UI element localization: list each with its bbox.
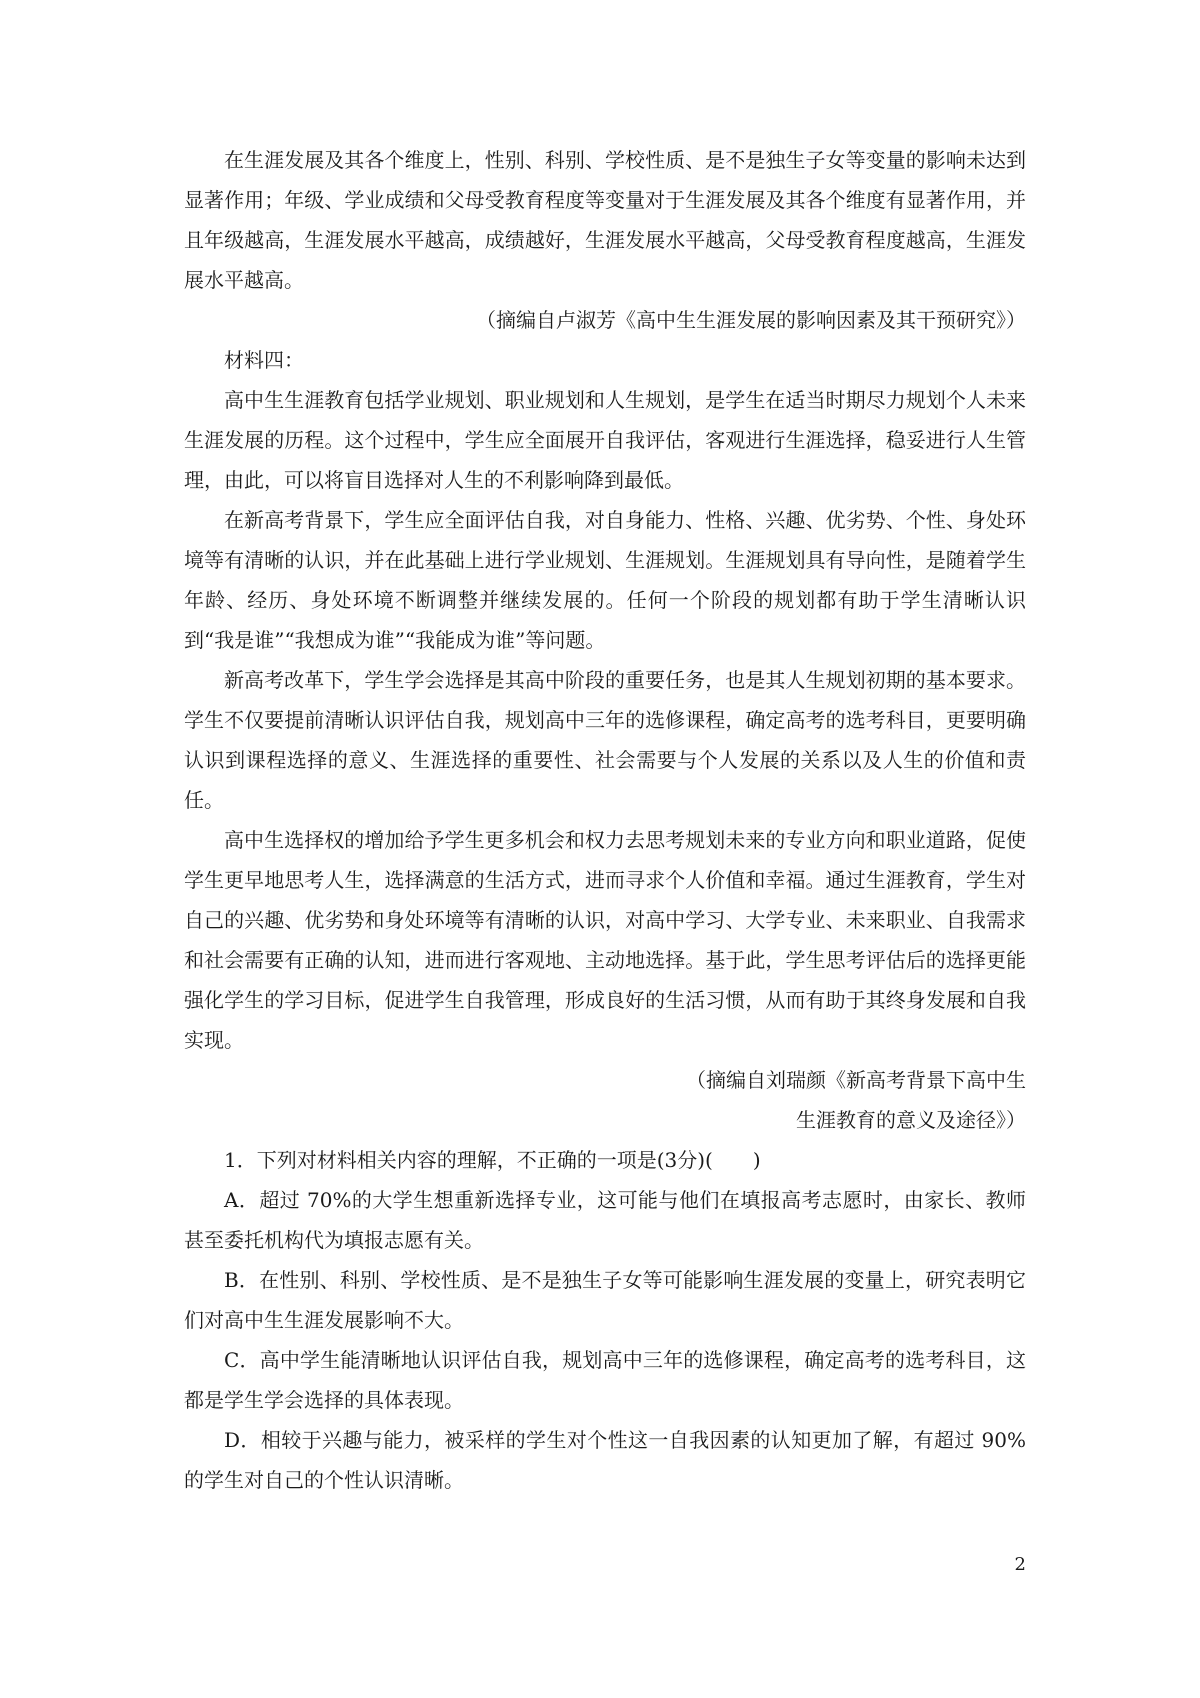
- option-b: B．在性别、科别、学校性质、是不是独生子女等可能影响生涯发展的变量上，研究表明它们对高中生生涯发展影响不大。: [184, 1268, 1026, 1332]
- paragraph-choice-rights: 高中生选择权的增加给予学生更多机会和权力去思考规划未来的专业方向和职业道路，促使学生更早地思考人生，选择满意的生活方式，进而寻求个人价值和幸福。通过生涯教育，学生对自己的兴趣、优劣势和身处环境等有清晰的认识，对高中学习、大学专业、未来职业、自我需求和社会需要有正确的认知，进而进行客观地、主动地选择。基于此，学生思考评估后的选择更能强化学生的学习目标，促进学生自我管理，形成良好的生活习惯，从而有助于其终身发展和自我实现。: [184, 828, 1026, 1052]
- source-citation-liu-line2: 生涯教育的意义及途径》）: [796, 1108, 1026, 1132]
- paragraph-learning-choice: 新高考改革下，学生学会选择是其高中阶段的重要任务，也是其人生规划初期的基本要求。学生不仅要提前清晰认识评估自我，规划高中三年的选修课程，确定高考的选考科目，更要明确认识到课程选择的意义、生涯选择的重要性、社会需要与个人发展的关系以及人生的价值和责任。: [184, 668, 1026, 812]
- paragraph-self-assessment: 在新高考背景下，学生应全面评估自我，对自身能力、性格、兴趣、优劣势、个性、身处环境等有清晰的认识，并在此基础上进行学业规划、生涯规划。生涯规划具有导向性，是随着学生年龄、经历、身处环境不断调整并继续发展的。任何一个阶段的规划都有助于学生清晰认识到“我是谁”“我想成为谁”“我能成为谁”等问题。: [184, 508, 1026, 652]
- material-heading: 材料四：: [224, 348, 304, 372]
- source-citation-lu: （摘编自卢淑芳《高中生生涯发展的影响因素及其干预研究》）: [476, 308, 1026, 332]
- question-stem: 1．下列对材料相关内容的理解，不正确的一项是(3分)( ): [224, 1148, 761, 1172]
- page-number: 2: [1014, 1554, 1026, 1575]
- source-citation-liu-line1: （摘编自刘瑞颜《新高考背景下高中生: [686, 1068, 1026, 1092]
- option-d: D．相较于兴趣与能力，被采样的学生对个性这一自我因素的认知更加了解，有超过 90%的学生对自己的个性认识清晰。: [184, 1428, 1026, 1492]
- option-a: A．超过 70%的大学生想重新选择专业，这可能与他们在填报高考志愿时，由家长、教师甚至委托机构代为填报志愿有关。: [184, 1188, 1026, 1252]
- paragraph-career-education: 高中生生涯教育包括学业规划、职业规划和人生规划，是学生在适当时期尽力规划个人未来生涯发展的历程。这个过程中，学生应全面展开自我评估，客观进行生涯选择，稳妥进行人生管理，由此，可以将盲目选择对人生的不利影响降到最低。: [184, 388, 1026, 492]
- document-body: [184, 140, 1026, 1500]
- option-c: C．高中学生能清晰地认识评估自我，规划高中三年的选修课程，确定高考的选考科目，这都是学生学会选择的具体表现。: [184, 1348, 1026, 1412]
- paragraph-survey-findings: 在生涯发展及其各个维度上，性别、科别、学校性质、是不是独生子女等变量的影响未达到显著作用；年级、学业成绩和父母受教育程度等变量对于生涯发展及其各个维度有显著作用，并且年级越高，生涯发展水平越高，成绩越好，生涯发展水平越高，父母受教育程度越高，生涯发展水平越高。: [184, 148, 1026, 292]
